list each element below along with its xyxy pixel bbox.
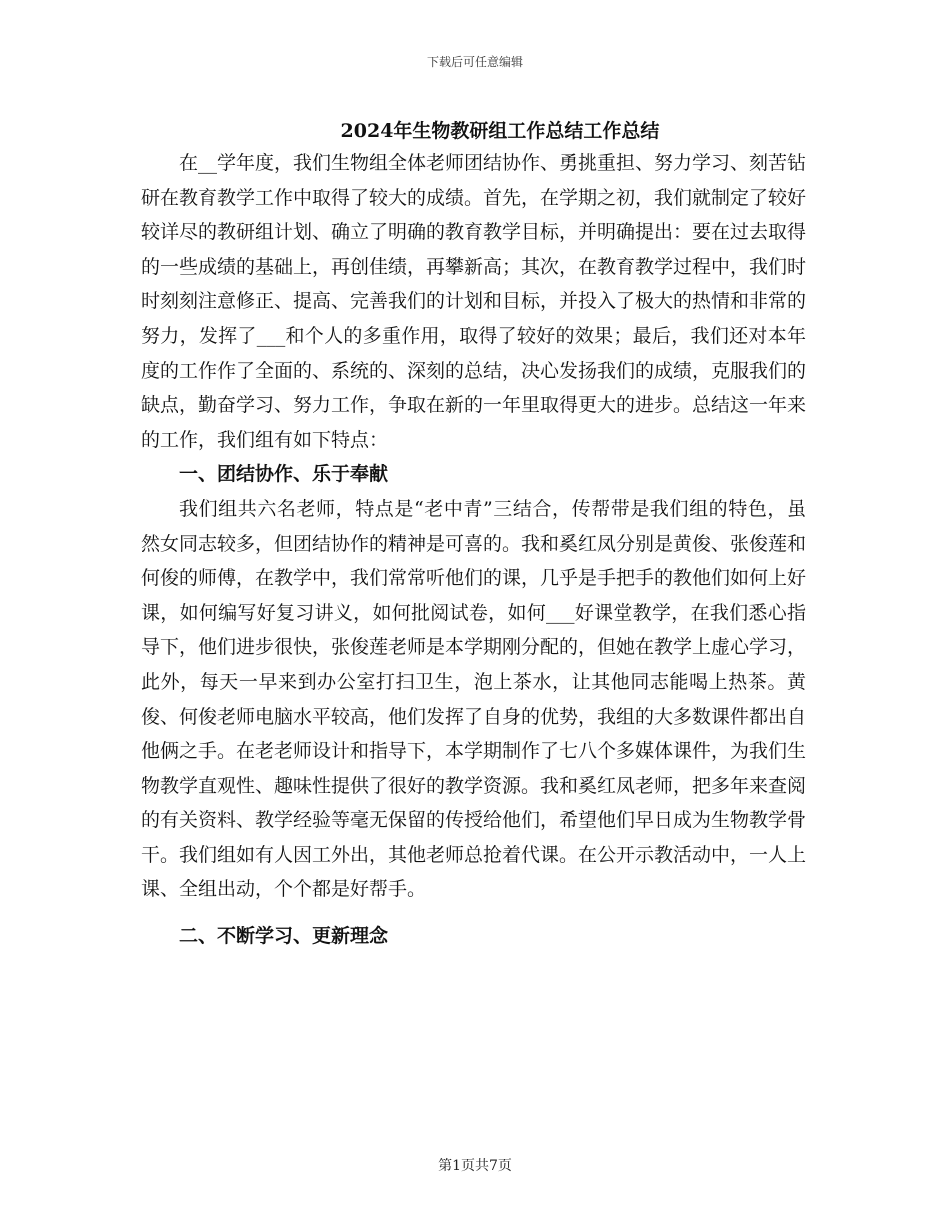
page-footer: 第1页共7页 [438, 1158, 512, 1174]
section-heading-2: 二、不断学习、更新理念 [179, 925, 389, 948]
section-1-paragraph: 我们组共六名老师，特点是“老中青”三结合，传帮带是我们组的特色，虽然女同志较多，但团结协作的精神是可喜的。我和奚红凤分别是黄俊、张俊莲和何俊的师傅，在教学中，我们常常听他们的课，几乎是手把手的教他们如何上好课，如何编写好复习讲义，如何批阅试卷，如何___好课堂教学，在我们悉心指导下，他们进步很快，张俊莲老师是本学期刚分配的，但她在教学上虚心学习，此外，每天一早来到办公室打扫卫生，泡上茶水，让其他同志能喝上热茶。黄俊、何俊老师电脑水平较高，他们发挥了自身的优势，我组的大多数课件都出自他俩之手。在老老师设计和指导下，本学期制作了七八个多媒体课件，为我们生物教学直观性、趣味性提供了很好的教学资源。我和奚红凤老师，把多年来查阅的有关资料、教学经验等毫无保留的传授给他们，希望他们早日成为生物教学骨干。我们组如有人因工外出，其他老师总抢着代课。在公开示教活动中，一人上课、全组出动，个个都是好帮手。 [141, 497, 807, 901]
document-body [141, 146, 806, 954]
document-title: 2024年生物教研组工作总结工作总结 [340, 120, 660, 142]
section-heading-1: 一、团结协作、乐于奉献 [179, 463, 389, 486]
header-note: 下载后可任意编辑 [426, 55, 523, 69]
intro-paragraph: 在__学年度，我们生物组全体老师团结协作、勇挑重担、努力学习、刻苦钻研在教育教学工作中取得了较大的成绩。首先，在学期之初，我们就制定了较好较详尽的教研组计划、确立了明确的教育教学目标，并明确提出：要在过去取得的一些成绩的基础上，再创佳绩，再攀新高；其次，在教育教学过程中，我们时时刻刻注意修正、提高、完善我们的计划和目标，并投入了极大的热情和非常的努力，发挥了___和个人的多重作用，取得了较好的效果；最后，我们还对本年度的工作作了全面的、系统的、深刻的总结，决心发扬我们的成绩，克服我们的缺点，勤奋学习、努力工作，争取在新的一年里取得更大的进步。总结这一年来的工作，我们组有如下特点： [141, 152, 807, 451]
